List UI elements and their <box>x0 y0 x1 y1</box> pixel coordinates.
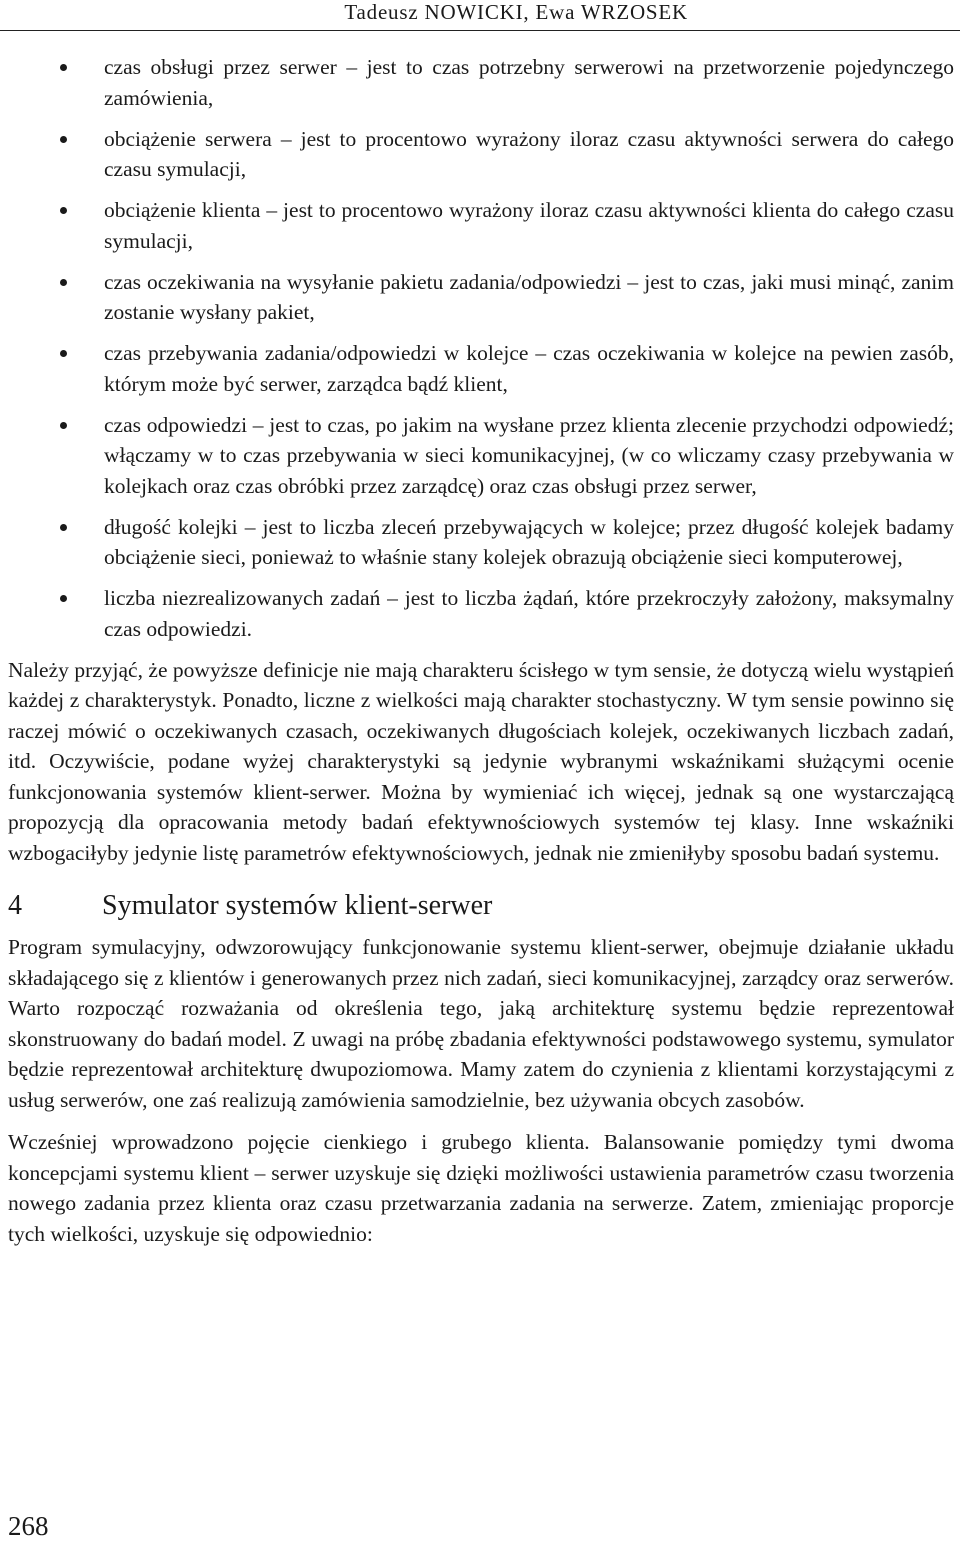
bullet-icon <box>60 350 67 357</box>
bullet-icon <box>60 524 67 531</box>
list-item-text: czas odpowiedzi – jest to czas, po jakim na wysłane przez klienta zlecenie przychodzi odpowiedź; włączamy w to czas przebywania w sieci komunikacyjnej, (w co wliczamy czasy przebywania w kolejkach oraz czas obróbki przez zarządcę) oraz czas obsługi przez serwer, <box>104 412 954 498</box>
running-header-title: Tadeusz NOWICKI, Ewa WRZOSEK <box>344 0 688 24</box>
list-item-text: czas przebywania zadania/odpowiedzi w kolejce – czas oczekiwania w kolejce na pewien zasób, którym może być serwer, zarządca bądź klient, <box>104 341 954 396</box>
list-item <box>8 52 954 113</box>
body-paragraph: Wcześniej wprowadzono pojęcie cienkiego i grubego klienta. Balansowanie pomiędzy tymi dwoma koncepcjami systemu klient – serwer uzyskuje się dzięki możliwości ustawienia parametrów czasu tworzenia nowego zadania przez klienta oraz czasu przetwarzania zadania na serwerze. Zatem, zmieniając proporcje tych wielkości, uzyskuje się odpowiednio: <box>8 1130 954 1246</box>
list-item-text: obciążenie serwera – jest to procentowo wyrażony iloraz czasu aktywności serwera do całego czasu symulacji, <box>104 126 954 181</box>
list-item-text: czas oczekiwania na wysyłanie pakietu zadania/odpowiedzi – jest to czas, jaki musi minąć, zanim zostanie wysłany pakiet, <box>104 269 954 324</box>
definition-list <box>8 52 954 644</box>
section-title: Symulator systemów klient-serwer <box>102 890 493 921</box>
list-item <box>8 512 954 573</box>
list-item <box>8 410 954 502</box>
bullet-icon <box>60 422 67 429</box>
list-item-text: obciążenie klienta – jest to procentowo wyrażony iloraz czasu aktywności klienta do całego czasu symulacji, <box>104 198 954 253</box>
bullet-icon <box>60 64 67 71</box>
list-item <box>8 583 954 644</box>
list-item-text: czas obsługi przez serwer – jest to czas potrzebny serwerowi na przetworzenie pojedynczego zamówienia, <box>104 55 954 110</box>
bullet-icon <box>60 595 67 602</box>
section-number: 4 <box>8 890 22 921</box>
list-item-text: długość kolejki – jest to liczba zleceń przebywających w kolejce; przez długość kolejek badamy obciążenie sieci, ponieważ to właśnie stany kolejek obrazują obciążenie sieci komputerowej, <box>104 514 954 569</box>
section-heading <box>8 888 954 924</box>
list-item <box>8 195 954 256</box>
page-number: 268 <box>8 1511 49 1541</box>
running-header <box>0 0 960 31</box>
list-item <box>8 338 954 399</box>
bullet-icon <box>60 207 67 214</box>
list-item-text: liczba niezrealizowanych zadań – jest to liczba żądań, które przekroczyły założony, maksymalny czas odpowiedzi. <box>104 586 954 641</box>
body-paragraph: Należy przyjąć, że powyższe definicje nie mają charakteru ścisłego w tym sensie, że dotyczą wielu wystąpień każdej z charakterystyk. Ponadto, liczne z wielkości mają charakter stochastyczny. W tym sensie powinno się raczej mówić o oczekiwanych czasach, oczekiwanych długościach kolejek, oczekiwanych liczbach zadań, itd. Oczywiście, podane wyżej charakterystyki są jedynie wybranymi wskaźnikami służącymi ocenie funkcjonowania systemów klient-serwer. Można by wymieniać ich więcej, jednak są one wystarczającą propozycją dla opracowania metody badań efektywnościowych systemów tej klasy. Inne wskaźniki wzbogaciłyby jedynie listę parametrów efektywnościowych, jednak nie zmieniłyby sposobu badań systemu. <box>8 657 954 865</box>
list-item <box>8 267 954 328</box>
body-paragraph: Program symulacyjny, odwzorowujący funkcjonowanie systemu klient-serwer, obejmuje działanie układu składającego się z klientów i generowanych przez nich zadań, sieci komunikacyjnej, zarządcy oraz serwerów. Warto rozpocząć rozważania od określenia tego, jaką architekturę systemu będzie reprezentował skonstruowany do badań model. Z uwagi na próbę zbadania efektywności podstawowego systemu, symulator będzie reprezentował architekturę dwupoziomowa. Mamy zatem do czynienia z klientami korzystającymi z usług serwerów, one zaś realizują zamówienia samodzielnie, bez używania obcych zasobów. <box>8 935 954 1112</box>
bullet-icon <box>60 279 67 286</box>
list-item <box>8 124 954 185</box>
bullet-icon <box>60 136 67 143</box>
page-body <box>8 52 954 1249</box>
